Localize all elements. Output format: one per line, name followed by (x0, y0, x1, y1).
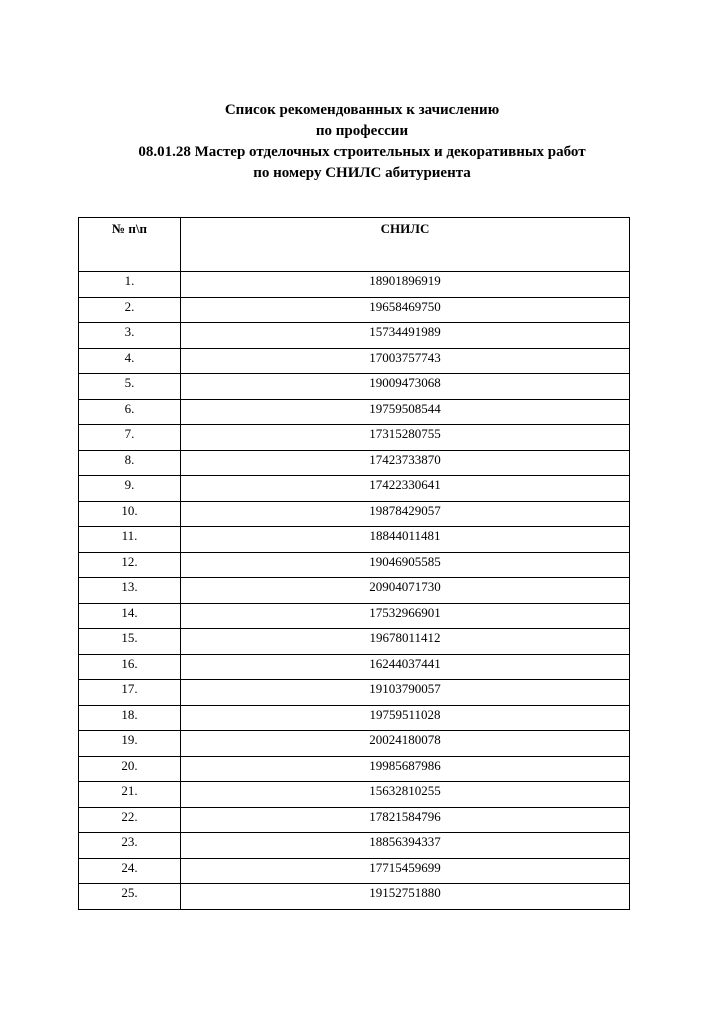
table-row (79, 680, 630, 706)
table-row (79, 833, 630, 859)
row-number: 5. (79, 374, 181, 400)
row-snils: 18856394337 (181, 833, 630, 859)
table-row (79, 705, 630, 731)
table-row (79, 731, 630, 757)
row-snils: 17003757743 (181, 348, 630, 374)
row-snils: 16244037441 (181, 654, 630, 680)
row-number: 9. (79, 476, 181, 502)
table-row (79, 552, 630, 578)
table-row (79, 297, 630, 323)
table-row (79, 374, 630, 400)
row-number: 10. (79, 501, 181, 527)
row-snils: 15734491989 (181, 323, 630, 349)
row-number: 2. (79, 297, 181, 323)
title-line-4: по номеру СНИЛС абитуриента (253, 165, 471, 181)
row-number: 20. (79, 756, 181, 782)
row-number: 1. (79, 272, 181, 298)
title-line-2: по профессии (315, 123, 409, 139)
row-number: 15. (79, 629, 181, 655)
row-number: 17. (79, 680, 181, 706)
row-snils: 19878429057 (181, 501, 630, 527)
table-row (79, 884, 630, 910)
row-number: 8. (79, 450, 181, 476)
row-snils: 17532966901 (181, 603, 630, 629)
title-line-3: 08.01.28 Мастер отделочных строительных и декоративных работ (138, 144, 586, 160)
row-number: 21. (79, 782, 181, 808)
table-row (79, 399, 630, 425)
table-row (79, 578, 630, 604)
table-header-row (79, 218, 630, 272)
row-number: 7. (79, 425, 181, 451)
table-row (79, 858, 630, 884)
row-number: 6. (79, 399, 181, 425)
title-line-1: Список рекомендованных к зачислению (224, 102, 500, 118)
row-snils: 17423733870 (181, 450, 630, 476)
row-snils: 19985687986 (181, 756, 630, 782)
row-number: 12. (79, 552, 181, 578)
table-row (79, 629, 630, 655)
row-number: 14. (79, 603, 181, 629)
table-row (79, 807, 630, 833)
row-number: 24. (79, 858, 181, 884)
row-snils: 20024180078 (181, 731, 630, 757)
row-snils: 19759511028 (181, 705, 630, 731)
table-row (79, 782, 630, 808)
table-row (79, 425, 630, 451)
row-snils: 17422330641 (181, 476, 630, 502)
header-snils: СНИЛС (181, 218, 630, 272)
header-number: № п\п (79, 218, 181, 272)
row-number: 25. (79, 884, 181, 910)
row-number: 19. (79, 731, 181, 757)
row-number: 11. (79, 527, 181, 553)
snils-table (78, 217, 630, 910)
row-snils: 19759508544 (181, 399, 630, 425)
row-snils: 19678011412 (181, 629, 630, 655)
row-snils: 17315280755 (181, 425, 630, 451)
row-number: 4. (79, 348, 181, 374)
row-snils: 20904071730 (181, 578, 630, 604)
table-row (79, 756, 630, 782)
row-number: 13. (79, 578, 181, 604)
table-row (79, 654, 630, 680)
table-row (79, 603, 630, 629)
row-snils: 17821584796 (181, 807, 630, 833)
row-snils: 19009473068 (181, 374, 630, 400)
row-snils: 19103790057 (181, 680, 630, 706)
row-snils: 15632810255 (181, 782, 630, 808)
row-number: 18. (79, 705, 181, 731)
row-number: 16. (79, 654, 181, 680)
row-number: 22. (79, 807, 181, 833)
row-snils: 19152751880 (181, 884, 630, 910)
row-snils: 19046905585 (181, 552, 630, 578)
document-title (0, 100, 724, 184)
row-snils: 18844011481 (181, 527, 630, 553)
table-row (79, 476, 630, 502)
table-row (79, 450, 630, 476)
row-snils: 19658469750 (181, 297, 630, 323)
table-row (79, 272, 630, 298)
table-row (79, 527, 630, 553)
row-number: 3. (79, 323, 181, 349)
row-snils: 17715459699 (181, 858, 630, 884)
table-row (79, 348, 630, 374)
row-snils: 18901896919 (181, 272, 630, 298)
row-number: 23. (79, 833, 181, 859)
table-row (79, 501, 630, 527)
table-row (79, 323, 630, 349)
